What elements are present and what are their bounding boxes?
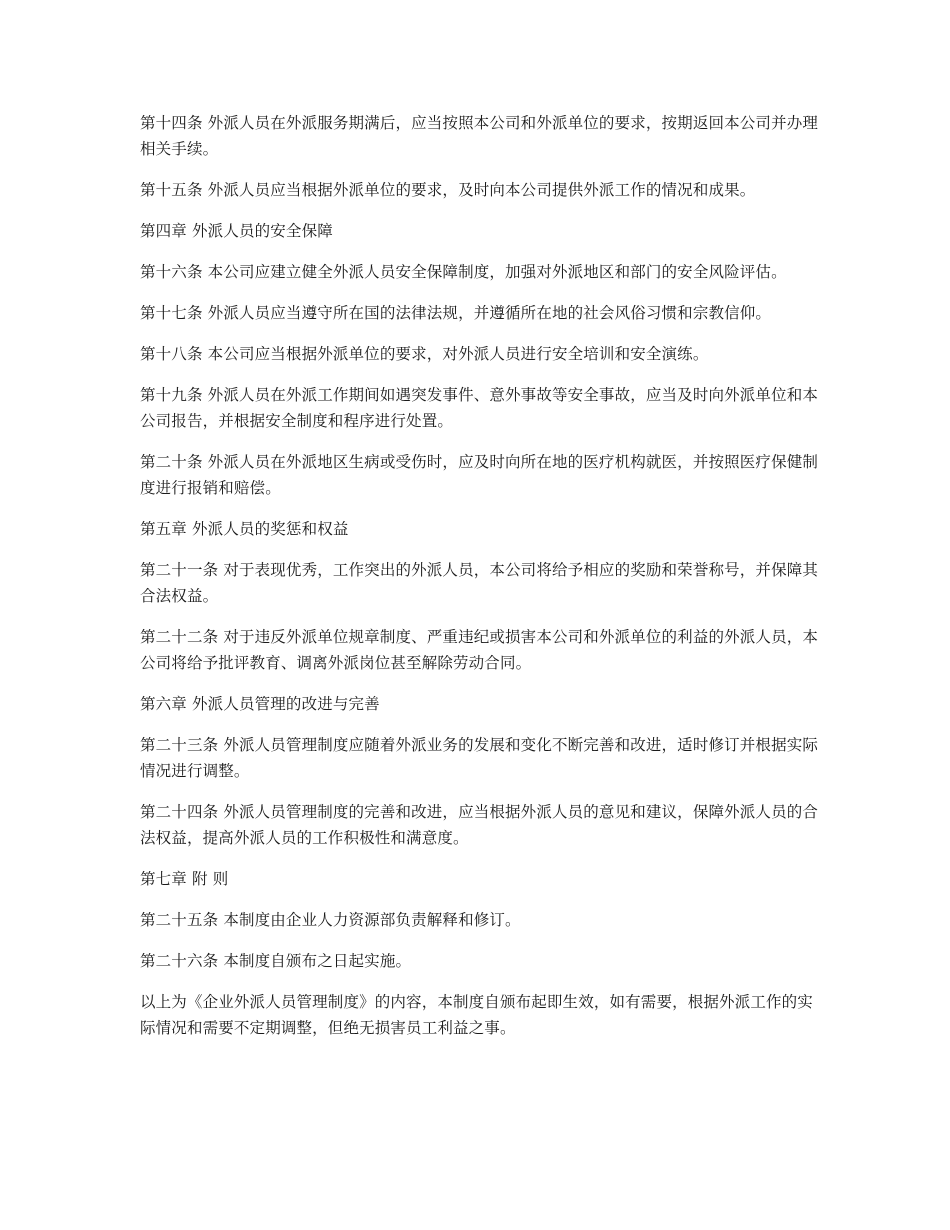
article-19: 第十九条 外派人员在外派工作期间如遇突发事件、意外事故等安全事故，应当及时向外派单位和本公司报告，并根据安全制度和程序进行处置。 xyxy=(140,386,819,430)
article-16: 第十六条 本公司应建立健全外派人员安全保障制度，加强对外派地区和部门的安全风险评估。 xyxy=(140,263,787,281)
article-14: 第十四条 外派人员在外派服务期满后，应当按照本公司和外派单位的要求，按期返回本公司并办理相关手续。 xyxy=(140,114,819,158)
document-body xyxy=(140,110,820,1056)
closing-paragraph: 以上为《企业外派人员管理制度》的内容，本制度自颁布起即生效，如有需要，根据外派工作的实际情况和需要不定期调整，但绝无损害员工利益之事。 xyxy=(140,993,813,1037)
chapter-6-heading: 第六章 外派人员管理的改进与完善 xyxy=(140,695,380,713)
chapter-4-heading: 第四章 外派人员的安全保障 xyxy=(140,222,333,240)
chapter-7-heading: 第七章 附 则 xyxy=(140,870,229,888)
article-18: 第十八条 本公司应当根据外派单位的要求，对外派人员进行安全培训和安全演练。 xyxy=(140,345,709,363)
article-15: 第十五条 外派人员应当根据外派单位的要求，及时向本公司提供外派工作的情况和成果。 xyxy=(140,181,756,199)
article-25: 第二十五条 本制度由企业人力资源部负责解释和修订。 xyxy=(140,911,521,929)
article-24: 第二十四条 外派人员管理制度的完善和改进，应当根据外派人员的意见和建议，保障外派人员的合法权益，提高外派人员的工作积极性和满意度。 xyxy=(140,803,819,847)
article-21: 第二十一条 对于表现优秀，工作突出的外派人员，本公司将给予相应的奖励和荣誉称号，并保障其合法权益。 xyxy=(140,561,819,605)
article-23: 第二十三条 外派人员管理制度应随着外派业务的发展和变化不断完善和改进，适时修订并根据实际情况进行调整。 xyxy=(140,736,819,780)
article-26: 第二十六条 本制度自颁布之日起实施。 xyxy=(140,952,412,970)
article-22: 第二十二条 对于违反外派单位规章制度、严重违纪或损害本公司和外派单位的利益的外派人员，本公司将给予批评教育、调离外派岗位甚至解除劳动合同。 xyxy=(140,628,819,672)
article-17: 第十七条 外派人员应当遵守所在国的法律法规，并遵循所在地的社会风俗习惯和宗教信仰。 xyxy=(140,304,772,322)
article-20: 第二十条 外派人员在外派地区生病或受伤时，应及时向所在地的医疗机构就医，并按照医疗保健制度进行报销和赔偿。 xyxy=(140,453,819,497)
chapter-5-heading: 第五章 外派人员的奖惩和权益 xyxy=(140,520,349,538)
